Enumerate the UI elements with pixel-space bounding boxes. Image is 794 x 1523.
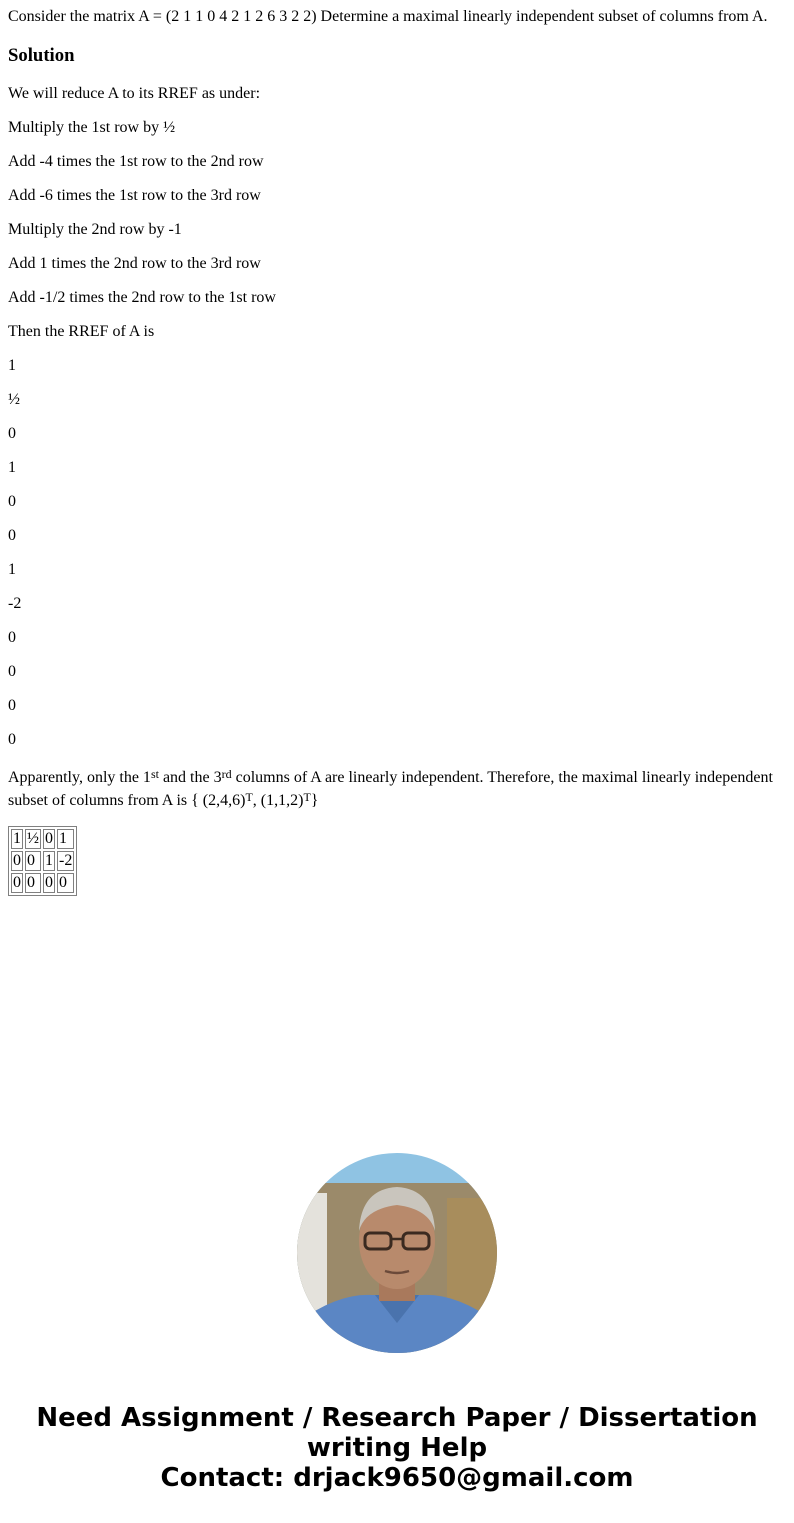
promo-line-1: Need Assignment / Research Paper / Dissertation	[36, 1403, 758, 1433]
transpose-mark: T	[245, 790, 253, 804]
step-6: Add -1/2 times the 2nd row to the 1st row	[8, 289, 276, 306]
table-row	[11, 873, 74, 893]
matrix-cell: 0	[45, 830, 53, 847]
matrix-cell: ½	[27, 830, 39, 847]
matrix-cell: 0	[13, 852, 21, 869]
rref-entry: 0	[8, 629, 16, 646]
ordinal-suffix: rd	[221, 767, 232, 781]
conclusion-part: Apparently, only the 1	[8, 769, 151, 786]
step-4: Multiply the 2nd row by -1	[8, 221, 182, 238]
matrix-cell: 0	[45, 874, 53, 891]
rref-entry: 1	[8, 561, 16, 578]
rref-entry: 0	[8, 731, 16, 748]
rref-entry: 0	[8, 663, 16, 680]
step-3: Add -6 times the 1st row to the 3rd row	[8, 187, 261, 204]
rref-entry: 0	[8, 493, 16, 510]
step-5: Add 1 times the 2nd row to the 3rd row	[8, 255, 261, 272]
conclusion-part: }	[310, 792, 319, 809]
rref-entry: -2	[8, 595, 22, 612]
matrix-cell: -2	[59, 852, 73, 869]
promo-banner	[0, 1403, 794, 1493]
ordinal-suffix: st	[150, 767, 159, 781]
rref-entry: 1	[8, 357, 16, 374]
step-1: Multiply the 1st row by ½	[8, 119, 176, 136]
rref-entry: 0	[8, 527, 16, 544]
promo-line-2: writing Help	[306, 1433, 488, 1463]
table-row	[11, 829, 74, 849]
matrix-cell: 1	[45, 852, 53, 869]
matrix-cell: 1	[13, 830, 21, 847]
step-2: Add -4 times the 1st row to the 2nd row	[8, 153, 264, 170]
conclusion-part: and the 3	[158, 769, 222, 786]
matrix-cell: 0	[13, 874, 21, 891]
question-text: Consider the matrix A = (2 1 1 0 4 2 1 2 6 3 2 2) Determine a maximal linearly independent subset of columns from A.	[8, 8, 768, 25]
matrix-cell: 0	[25, 851, 41, 871]
transpose-mark: T	[303, 790, 311, 804]
conclusion-text	[8, 766, 786, 812]
matrix-cell: 1	[57, 829, 74, 849]
table-row	[11, 851, 74, 871]
intro-text: We will reduce A to its RREF as under:	[8, 85, 261, 102]
rref-entry: 1	[8, 459, 16, 476]
matrix-cell: 0	[57, 873, 74, 893]
tutor-avatar	[297, 1153, 497, 1353]
promo-contact: Contact: drjack9650@gmail.com	[160, 1463, 634, 1493]
avatar-portrait	[297, 1153, 497, 1353]
rref-entry: 0	[8, 697, 16, 714]
solution-heading: Solution	[8, 45, 75, 66]
rref-intro: Then the RREF of A is	[8, 323, 155, 340]
matrix-cell: 0	[25, 873, 41, 893]
rref-entry: ½	[8, 391, 20, 408]
conclusion-part: columns of A are linearly independent. Therefore, the maximal linearly independent subset of columns from A is { (2,4,6)	[8, 769, 773, 809]
rref-matrix-table	[8, 826, 77, 896]
conclusion-part: , (1,1,2)	[252, 792, 304, 809]
rref-entry: 0	[8, 425, 16, 442]
